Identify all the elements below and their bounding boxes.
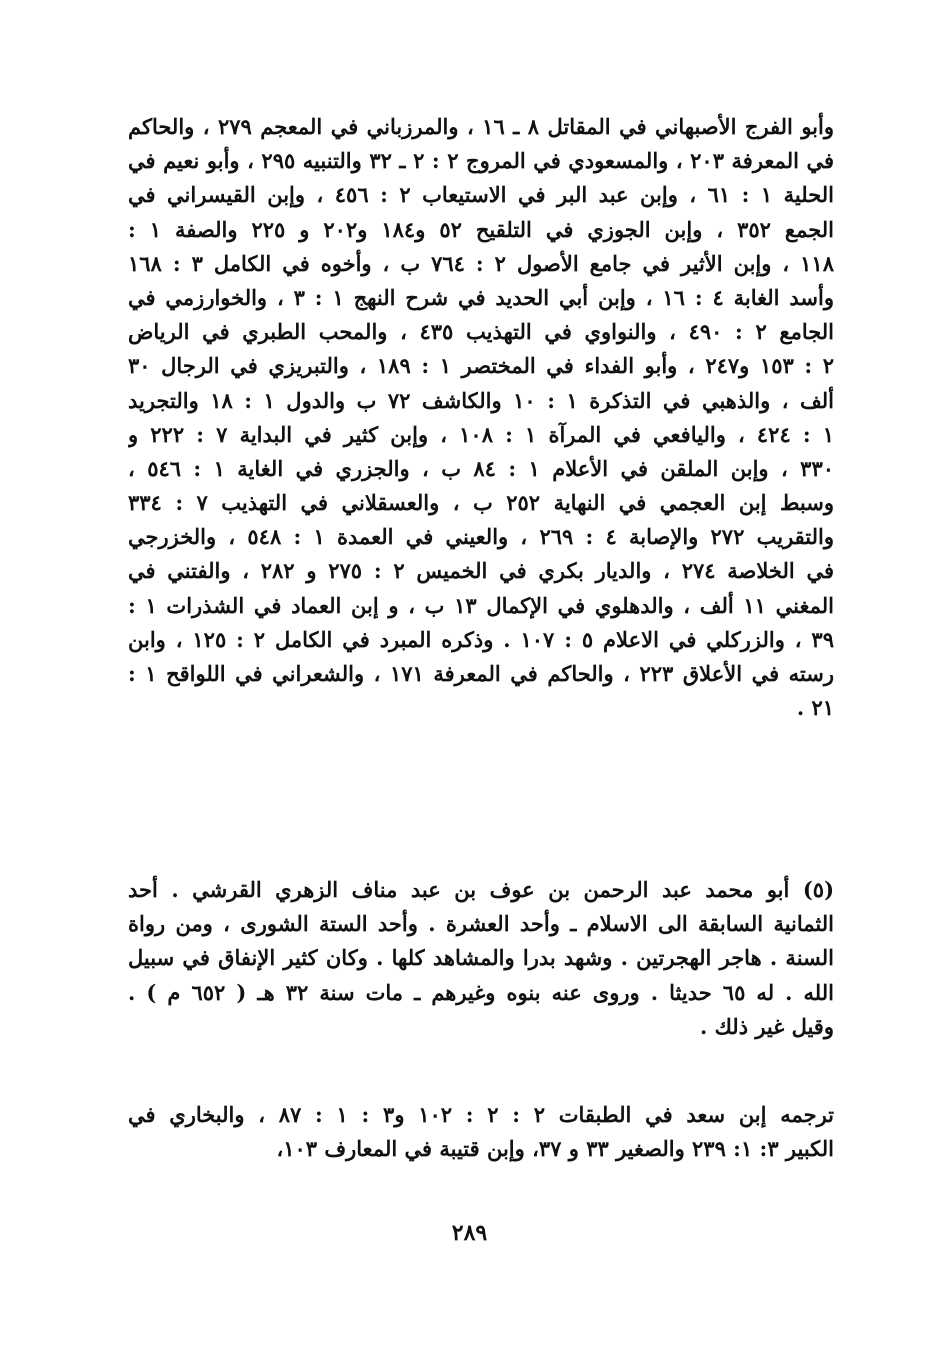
text-line: وأبو الفرج الأصبهاني في المقاتل ٨ ـ ١٦ ، والمرزباني في المعجم ٢٧٩ ، والحاكم (128, 114, 834, 139)
text-line: ٣٣٠ ، وإبن الملقن في الأعلام ١ : ٨٤ ب ، والجزري في الغاية ١ : ٥٤٦ ، (128, 455, 834, 481)
text-line: ألف ، والذهبي في التذكرة ١ : ١٠ والكاشف ٧٢ ب والدول ١ : ١٨ والتجريد (128, 387, 834, 413)
page-number: ٢٨٩ (451, 1220, 488, 1246)
text-line: وسبط إبن العجمي في النهاية ٢٥٢ ب ، والعسقلاني في التهذيب ٧ : ٣٣٤ (128, 490, 834, 516)
paragraph-biography-abdulrahman (128, 873, 834, 1044)
text-line: رسته في الأعلاق ٢٢٣ ، والحاكم في المعرفة ١٧١ ، والشعراني في اللواقح ١ : (128, 661, 834, 686)
text-line: في الخلاصة ٢٧٤ ، والديار بكري في الخميس ٢ : ٢٧٥ و ٢٨٢ ، والفتني في (128, 558, 834, 584)
text-line: الحلية ١ : ٦١ ، وإبن عبد البر في الاستيعاب ٢ : ٤٥٦ ، وإبن القيسراني في (128, 182, 834, 208)
text-line: الجمع ٣٥٢ ، وإبن الجوزي في التلقيح ٥٢ و١٨٤ و٢٠٢ و ٢٢٥ والصفة ١ : (128, 216, 834, 242)
text-line: وأسد الغابة ٤ : ١٦ ، وإبن أبي الحديد في شرح النهج ١ : ٣ ، والخوارزمي في (128, 284, 834, 310)
text-line: ٢١ . (796, 695, 834, 721)
text-line: ١ : ٤٢٤ ، واليافعي في المرآة ١ : ١٠٨ ، وإبن كثير في البداية ٧ : ٢٢٢ و (128, 421, 834, 447)
text-line: في المعرفة ٢٠٣ ، والمسعودي في المروج ٢ : ٢ ـ ٣٢ والتنبيه ٢٩٥ ، وأبو نعيم في (128, 148, 834, 174)
text-line: المغني ١١ ألف ، والدهلوي في الإكمال ١٣ ب ، و إبن العماد في الشذرات ١ : (128, 592, 834, 618)
text-line: وقيل غير ذلك . (699, 1013, 834, 1039)
paragraph-references-1 (128, 110, 834, 725)
text-line: ١١٨ ، وإبن الأثير في جامع الأصول ٢ : ٧٦٤ ب ، وأخوه في الكامل ٣ : ١٦٨ (128, 250, 834, 276)
text-line: والتقريب ٢٧٢ والإصابة ٤ : ٢٦٩ ، والعيني في العمدة ١ : ٥٤٨ ، والخزرجي (128, 524, 834, 550)
text-line: (٥) أبو محمد عبد الرحمن بن عوف بن عبد مناف الزهري القرشي . أحد (128, 877, 834, 902)
text-line: الكبير ٣: ١: ٢٣٩ والصغير ٣٣ و ٣٧، وإبن قتيبة في المعارف ١٠٣، (276, 1136, 834, 1162)
text-line: السنة . هاجر الهجرتين . وشهد بدرا والمشاهد كلها . وكان كثير الإنفاق في سبيل (128, 945, 834, 971)
text-line: الثمانية السابقة الى الاسلام ـ وأحد العشرة . وأحد الستة الشورى ، ومن رواة (128, 911, 834, 937)
text-line: ترجمه إبن سعد في الطبقات ٢ : ٢ : ١٠٢ و٣ : ١ : ٨٧ ، والبخاري في (128, 1102, 834, 1127)
text-line: ٢ : ١٥٣ و٢٤٧ ، وأبو الفداء في المختصر ١ : ١٨٩ ، والتبريزي في الرجال ٣٠ (128, 353, 834, 379)
text-line: الجامع ٢ : ٤٩٠ ، والنواوي في التهذيب ٤٣٥ ، والمحب الطبري في الرياض (128, 319, 834, 345)
paragraph-references-2 (128, 1098, 834, 1166)
text-line: ٣٩ ، والزركلي في الاعلام ٥ : ١٠٧ . وذكره المبرد في الكامل ٢ : ١٢٥ ، وابن (128, 626, 834, 652)
text-line: الله . له ٦٥ حديثا . وروى عنه بنوه وغيرهم ـ مات سنة ٣٢ هـ ( ٦٥٢ م ) . (128, 979, 834, 1005)
